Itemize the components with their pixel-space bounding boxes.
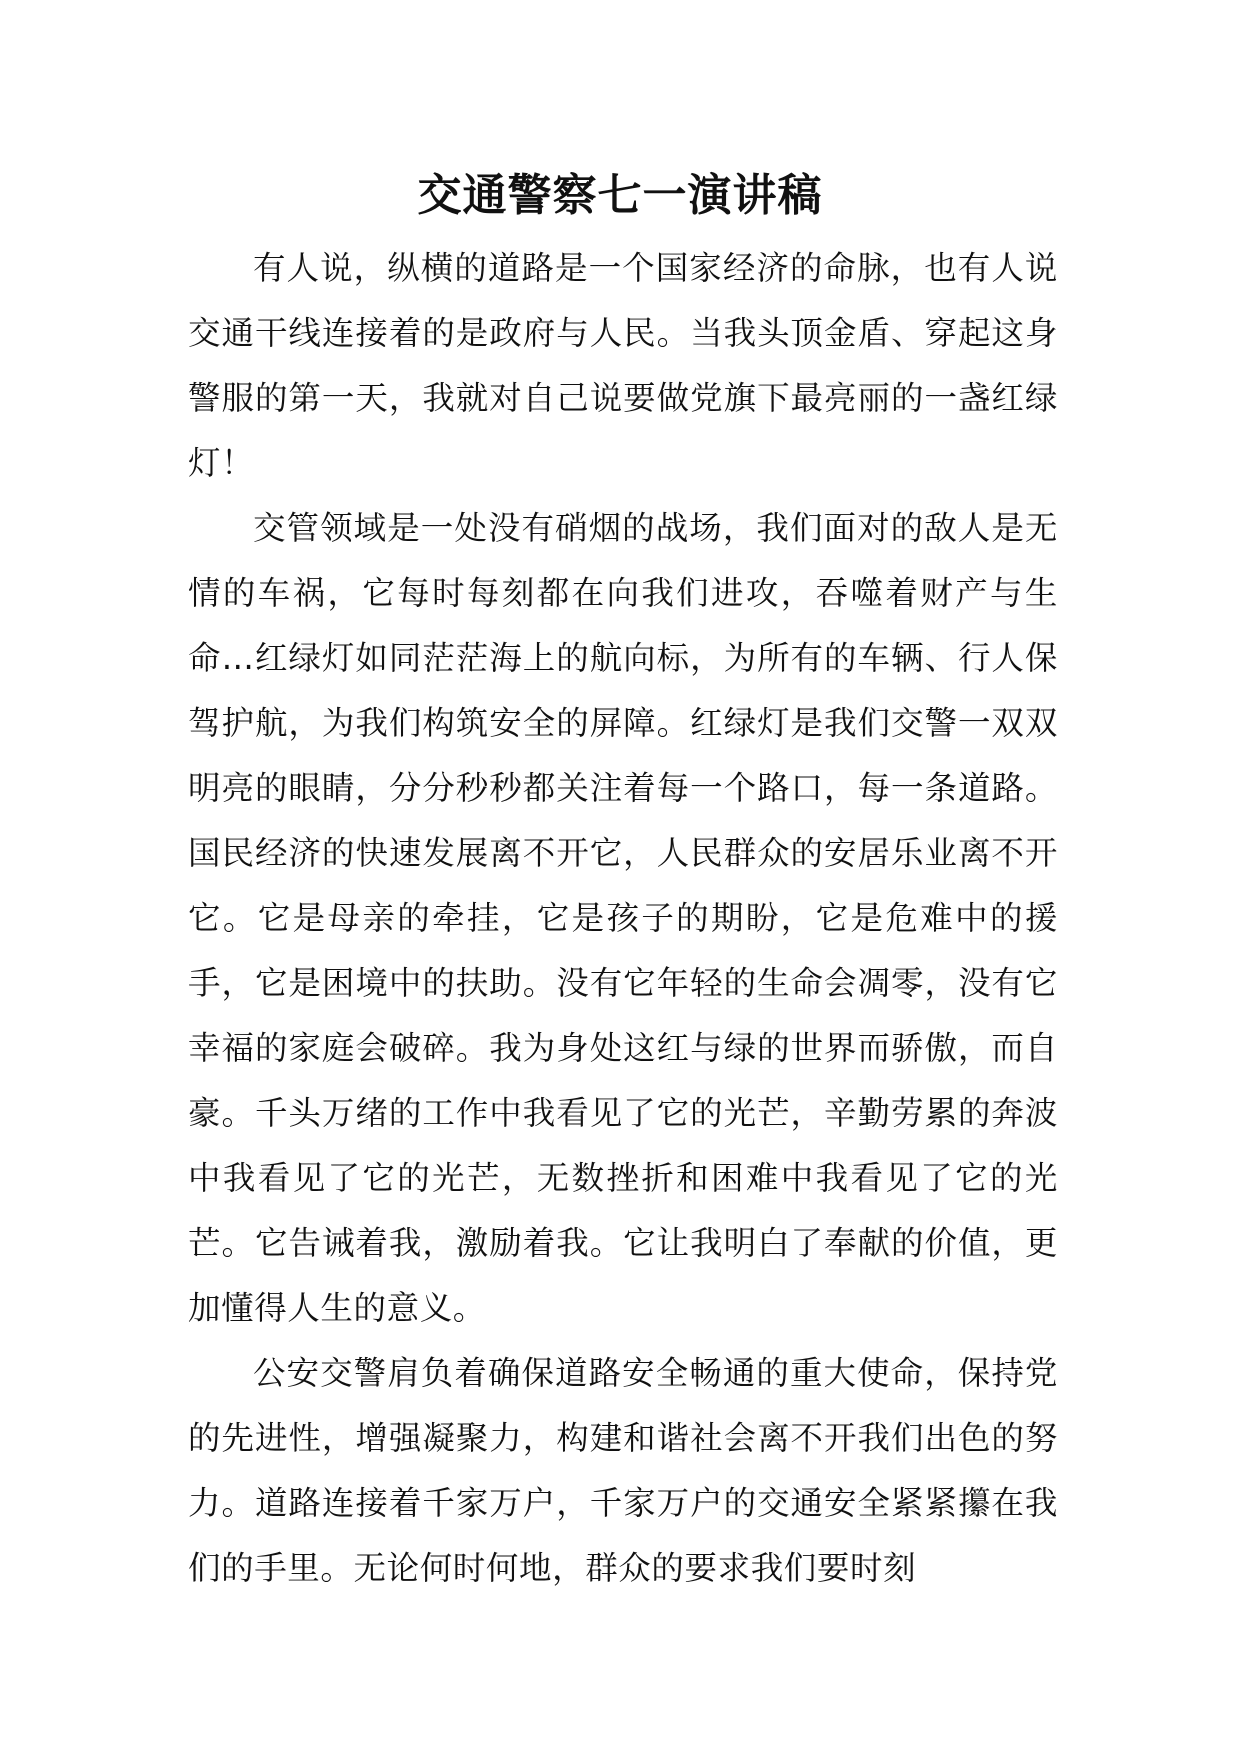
paragraph: 有人说，纵横的道路是一个国家经济的命脉，也有人说交通干线连接着的是政府与人民。当我头顶金盾、穿起这身警服的第一天，我就对自己说要做党旗下最亮丽的一盏红绿灯！ <box>188 249 1058 482</box>
document-title: 交通警察七一演讲稿 <box>417 170 823 221</box>
paragraph: 交管领域是一处没有硝烟的战场，我们面对的敌人是无情的车祸，它每时每刻都在向我们进攻，吞噬着财产与生命…红绿灯如同茫茫海上的航向标，为所有的车辆、行人保驾护航，为我们构筑安全的屏障。红绿灯是我们交警一双双明亮的眼睛，分分秒秒都关注着每一个路口，每一条道路。国民经济的快速发展离不开它，人民群众的安居乐业离不开它。它是母亲的牵挂，它是孩子的期盼，它是危难中的援手，它是困境中的扶助。没有它年轻的生命会凋零，没有它幸福的家庭会破碎。我为身处这红与绿的世界而骄傲，而自豪。千头万绪的工作中我看见了它的光芒，辛勤劳累的奔波中我看见了它的光芒，无数挫折和困难中我看见了它的光芒。它告诫着我，激励着我。它让我明白了奉献的价值，更加懂得人生的意义。 <box>188 509 1058 1327</box>
document-body <box>188 236 1058 1601</box>
paragraph: 公安交警肩负着确保道路安全畅通的重大使命，保持党的先进性，增强凝聚力，构建和谐社会离不开我们出色的努力。道路连接着千家万户，千家万户的交通安全紧紧攥在我们的手里。无论何时何地，群众的要求我们要时刻 <box>188 1354 1058 1587</box>
